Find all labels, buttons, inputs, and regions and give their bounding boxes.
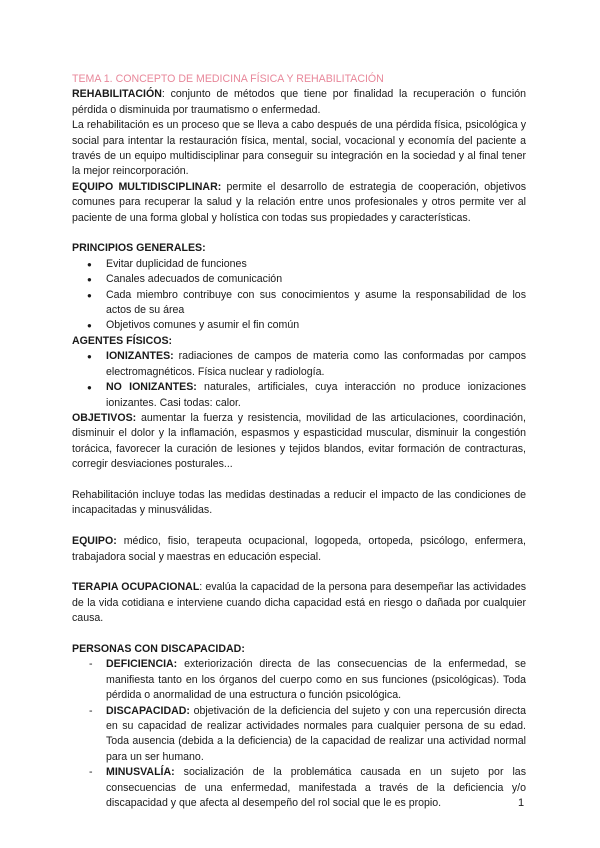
equipo-definition: médico, fisio, terapeuta ocupacional, logopeda, ortopeda, psicólogo, enfermera, trabajadora social y maestras en educación especial. [72,535,526,563]
list-item: ● Evitar duplicidad de funciones [72,257,526,272]
persona-term: DISCAPACIDAD: [106,704,190,717]
persona-text: socialización de la problemática causada en un sujeto por las consecuencias de una enfermedad, manifestada a través de la deficiencia y/o discapacidad y que afecta al desempeño del rol social que le es propio. [106,766,526,810]
agente-term: IONIZANTES: [106,350,174,363]
objetivos-definition: aumentar la fuerza y resistencia, movilidad de las articulaciones, coordinación, disminuir el dolor y la inflamación, espasmos y espasticidad muscular, disminuir la congestión torácica, favorecer la curación de lesiones y tejidos blandos, evitar formación de contracturas, corregir desviaciones posturales... [72,411,526,471]
equipo-multidisciplinar-definition: permite el desarrollo de estrategia de cooperación, objetivos comunes para recuperar la salud y la relación entre unos profesionales y otros permite ver al paciente de una forma global y holística con todas sus propiedades y características. [72,180,527,224]
persona-text: objetivación de la deficiencia del sujeto y con una repercusión directa en su capacidad de realizar actividades normales para cualquier persona de su edad. Toda ausencia (debida a la deficiencia) de la capacidad de realizar una actividad normal para un ser humano. [106,704,526,763]
equipo-multidisciplinar-term: EQUIPO MULTIDISCIPLINAR: [72,180,222,193]
rehabilitacion-paragraph [72,87,526,118]
list-item [72,704,526,766]
terapia-definition: : evalúa la capacidad de la persona para desempeñar las actividades de la vida cotidiana e interviene cuando dicha capacidad está en riesgo o dañada por cualquier causa. [72,581,527,625]
list-item: ● Cada miembro contribuye con sus conocimientos y asume la responsabilidad de los actos de su área [72,288,526,319]
list-item [72,657,526,703]
list-item: ● Canales adecuados de comunicación [72,272,526,287]
list-item [72,765,526,811]
list-item [72,349,526,380]
equipo-paragraph [72,534,526,565]
equipo-multidisciplinar-paragraph [72,180,526,226]
agentes-list [72,349,526,411]
agentes-heading: AGENTES FÍSICOS: [72,334,173,347]
persona-text: exteriorización directa de las consecuencias de la enfermedad, se manifiesta tanto en los órganos del cuerpo como en sus funciones (psicológicas). Toda pérdida o anormalidad de una estructura o función psicológica. [106,658,526,702]
persona-term: DEFICIENCIA: [106,658,178,671]
principios-heading: PRINCIPIOS GENERALES: [72,242,206,255]
terapia-paragraph [72,580,526,626]
objetivos-term: OBJETIVOS: [72,411,137,424]
personas-heading: PERSONAS CON DISCAPACIDAD: [72,642,245,655]
rehabilitacion-term: REHABILITACIÓN [72,88,162,101]
equipo-term: EQUIPO: [72,535,117,548]
agente-text: radiaciones de campos de materia como las conformadas por campos electromagnéticos. Física nuclear y radiología. [106,350,526,378]
rehabilitacion-definition: : conjunto de métodos que tiene por finalidad la recuperación o función pérdida o disminuida por traumatismo o enfermedad. [72,88,526,116]
personas-list [72,657,526,811]
terapia-term: TERAPIA OCUPACIONAL [72,581,200,594]
persona-term: MINUSVALÍA: [106,766,175,779]
list-item: ● Objetivos comunes y asumir el fin común [72,318,526,333]
agente-text: naturales, artificiales, cuya interacción no produce ionizaciones ionizantes. Casi todas: calor. [106,381,526,409]
principios-list [72,257,526,334]
document-title: TEMA 1. CONCEPTO DE MEDICINA FÍSICA Y REHABILITACIÓN [72,73,384,85]
agente-term: NO IONIZANTES: [106,381,197,394]
page-number: 1 [518,797,525,809]
objetivos-paragraph [72,411,526,473]
list-item [72,380,526,411]
rehabilitacion-incluye-paragraph: Rehabilitación incluye todas las medidas destinadas a reducir el impacto de las condiciones de incapacitadas y minusválidas. [72,488,526,517]
document-page [72,72,526,811]
rehabilitacion-process-paragraph: La rehabilitación es un proceso que se lleva a cabo después de una pérdida física, psicológica y social para intentar la restauración física, mental, social, vocacional y economía del paciente a través de un equipo multidisciplinar para conseguir su integración en la sociedad y al final tener la mejor reincorporación. [72,119,526,178]
